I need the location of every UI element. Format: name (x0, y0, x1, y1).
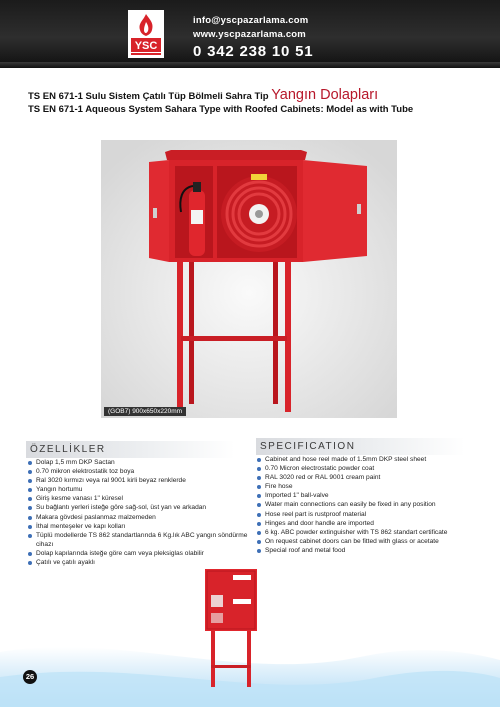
page-title-en: TS EN 671-1 Aqueous System Sahara Type with Roofed Cabinets: Model as with Tube (28, 104, 414, 115)
fire-cabinet-photo (101, 140, 397, 418)
contact-block (193, 15, 313, 60)
product-caption: (GOB7) 900x650x220mm (104, 407, 186, 416)
list-item: Water main connections can easily be fixed in any position (256, 500, 486, 509)
list-item: Cabinet and hose reel made of 1.5mm DKP steel sheet (256, 455, 486, 464)
list-item: 6 kg. ABC powder extinguisher with TS 862 standart certificate (256, 528, 486, 537)
list-item: Hose reel part is rustproof material (256, 510, 486, 519)
list-item: RAL 3020 red or RAL 9001 cream paint (256, 473, 486, 482)
list-item: Çatılı ve çatılı ayaklı (27, 558, 255, 567)
title-tr-small: TS EN 671-1 Sulu Sistem Çatılı Tüp Bölmeli Sahra Tip (28, 91, 272, 102)
list-item: Giriş kesme vanası 1" küresel (27, 494, 255, 503)
list-item: Imported 1" ball-valve (256, 491, 486, 500)
logo-text: YSC (134, 40, 158, 52)
list-item: On request cabinet doors can be fitted with glass or acetate (256, 537, 486, 546)
features-en-title: SPECIFICATION (256, 438, 465, 455)
list-item: Makara gövdesi paslanmaz malzemeden (27, 513, 255, 522)
list-item: 0.70 Micron electrostatic powder coat (256, 464, 486, 473)
website-text: www.yscpazarlama.com (193, 29, 306, 40)
phone-text: 0 342 238 10 51 (193, 43, 314, 60)
page-header (0, 0, 500, 68)
list-item: Yangın hortumu (27, 485, 255, 494)
list-item: Dolap 1,5 mm DKP Sactan (27, 458, 255, 467)
features-tr-list (27, 458, 255, 567)
list-item: Tüplü modellerde TS 862 standartlarında 6 Kg.lık ABC yangın söndürme cihazı (27, 531, 255, 549)
list-item: Dolap kapılarında isteğe göre cam veya pleksiglas olabilir (27, 549, 255, 558)
list-item: Special roof and metal food (256, 546, 486, 555)
page-title-tr (28, 87, 378, 103)
company-logo (128, 10, 164, 58)
features-tr-title: ÖZELLİKLER (26, 441, 235, 458)
list-item: Ral 3020 kırmızı veya ral 9001 kirli beyaz renklerde (27, 476, 255, 485)
page-number: 26 (23, 670, 37, 684)
list-item: Su bağlantı yerleri isteğe göre sağ-sol, üst yan ve arkadan (27, 503, 255, 512)
list-item: Hinges and door handle are imported (256, 519, 486, 528)
list-item: Fire hose (256, 482, 486, 491)
features-en-list (256, 455, 486, 555)
list-item: 0.70 mikron elektrostatik toz boya (27, 467, 255, 476)
title-tr-big: Yangın Dolapları (271, 87, 379, 103)
wall-cabinet-photo (205, 569, 257, 689)
email-text: info@yscpazarlama.com (193, 15, 309, 26)
list-item: İthal menteşeler ve kapı kolları (27, 522, 255, 531)
